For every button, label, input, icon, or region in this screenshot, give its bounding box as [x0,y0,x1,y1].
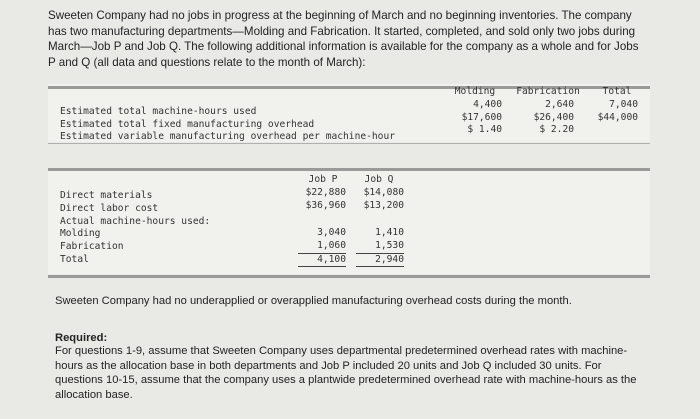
job-p-hours-column [298,227,346,267]
table-cell: 7,040 [609,99,638,110]
table-cell: $ 2.20 [539,124,574,135]
table-cell: 1,530 [356,240,404,254]
table1-labels [60,106,395,144]
molding-column [448,99,502,137]
table-cell: $ 1.40 [467,124,502,135]
table-divider [48,168,650,171]
row-label: Estimated total fixed manufacturing overhead [60,118,315,130]
table-cell: $13,200 [363,199,404,211]
job-q-column [356,187,404,213]
row-label: Estimated total machine-hours used [60,106,257,117]
table-cell: 1,410 [375,227,404,238]
col-header-total: Total [602,86,632,97]
col-header-job-p: Job P [308,174,338,185]
total-column [586,99,638,124]
table-cell: 2,640 [545,99,574,110]
table-cell-total: 4,100 [298,254,346,268]
row-label: Molding [60,228,101,240]
table-cell: $22,880 [305,187,346,198]
job-p-column [298,187,346,213]
table-cell: $14,080 [363,187,404,198]
overhead-note: Sweeten Company had no underapplied or overapplied manufacturing overhead costs during the month. [55,295,572,307]
problem-intro: Sweeten Company had no jobs in progress at the beginning of March and no beginning inventories. The company has two manufacturing departments—Molding and Fabrication. It started, completed, and sold only two jobs during March—Job P and Job Q. The following additional information is available for the company as a whole and for Jobs P and Q (all data and questions relate to the month of March): [48,9,639,69]
col-header-job-q: Job Q [364,174,394,185]
row-label: Total [60,253,89,265]
table-cell-total: 2,940 [356,254,404,268]
table2-labels [60,190,210,267]
row-label: Estimated variable manufacturing overhead per machine-hour [60,131,396,142]
row-label: Direct labor cost [60,202,159,214]
table-cell: $36,960 [305,199,346,211]
table-divider [48,275,650,278]
table-cell: 1,060 [298,240,346,254]
row-label: Direct materials [60,190,153,201]
col-header-fabrication: Fabrication [516,86,580,97]
table-cell: 3,040 [317,227,346,238]
table-cell: $44,000 [597,111,638,123]
table-cell: 4,400 [473,99,502,110]
required-heading: Required: [55,332,108,344]
row-label: Fabrication [60,241,124,253]
fabrication-column [518,99,574,137]
table-divider [48,143,650,144]
job-q-hours-column [356,227,404,267]
table-cell: $26,400 [533,111,574,123]
row-label: Actual machine-hours used: [60,215,211,227]
table-cell: $17,600 [461,111,502,123]
required-text: For questions 1-9, assume that Sweeten Company uses departmental predetermined overhead rates with machine-hours as the allocation base in both departments and Job P included 20 units and Job Q included 30 units. For questions 10-15, assume that the company uses a plantwide predetermined overhead rate with machine-hours as the allocation base. [55,345,637,401]
col-header-molding: Molding [454,86,496,97]
